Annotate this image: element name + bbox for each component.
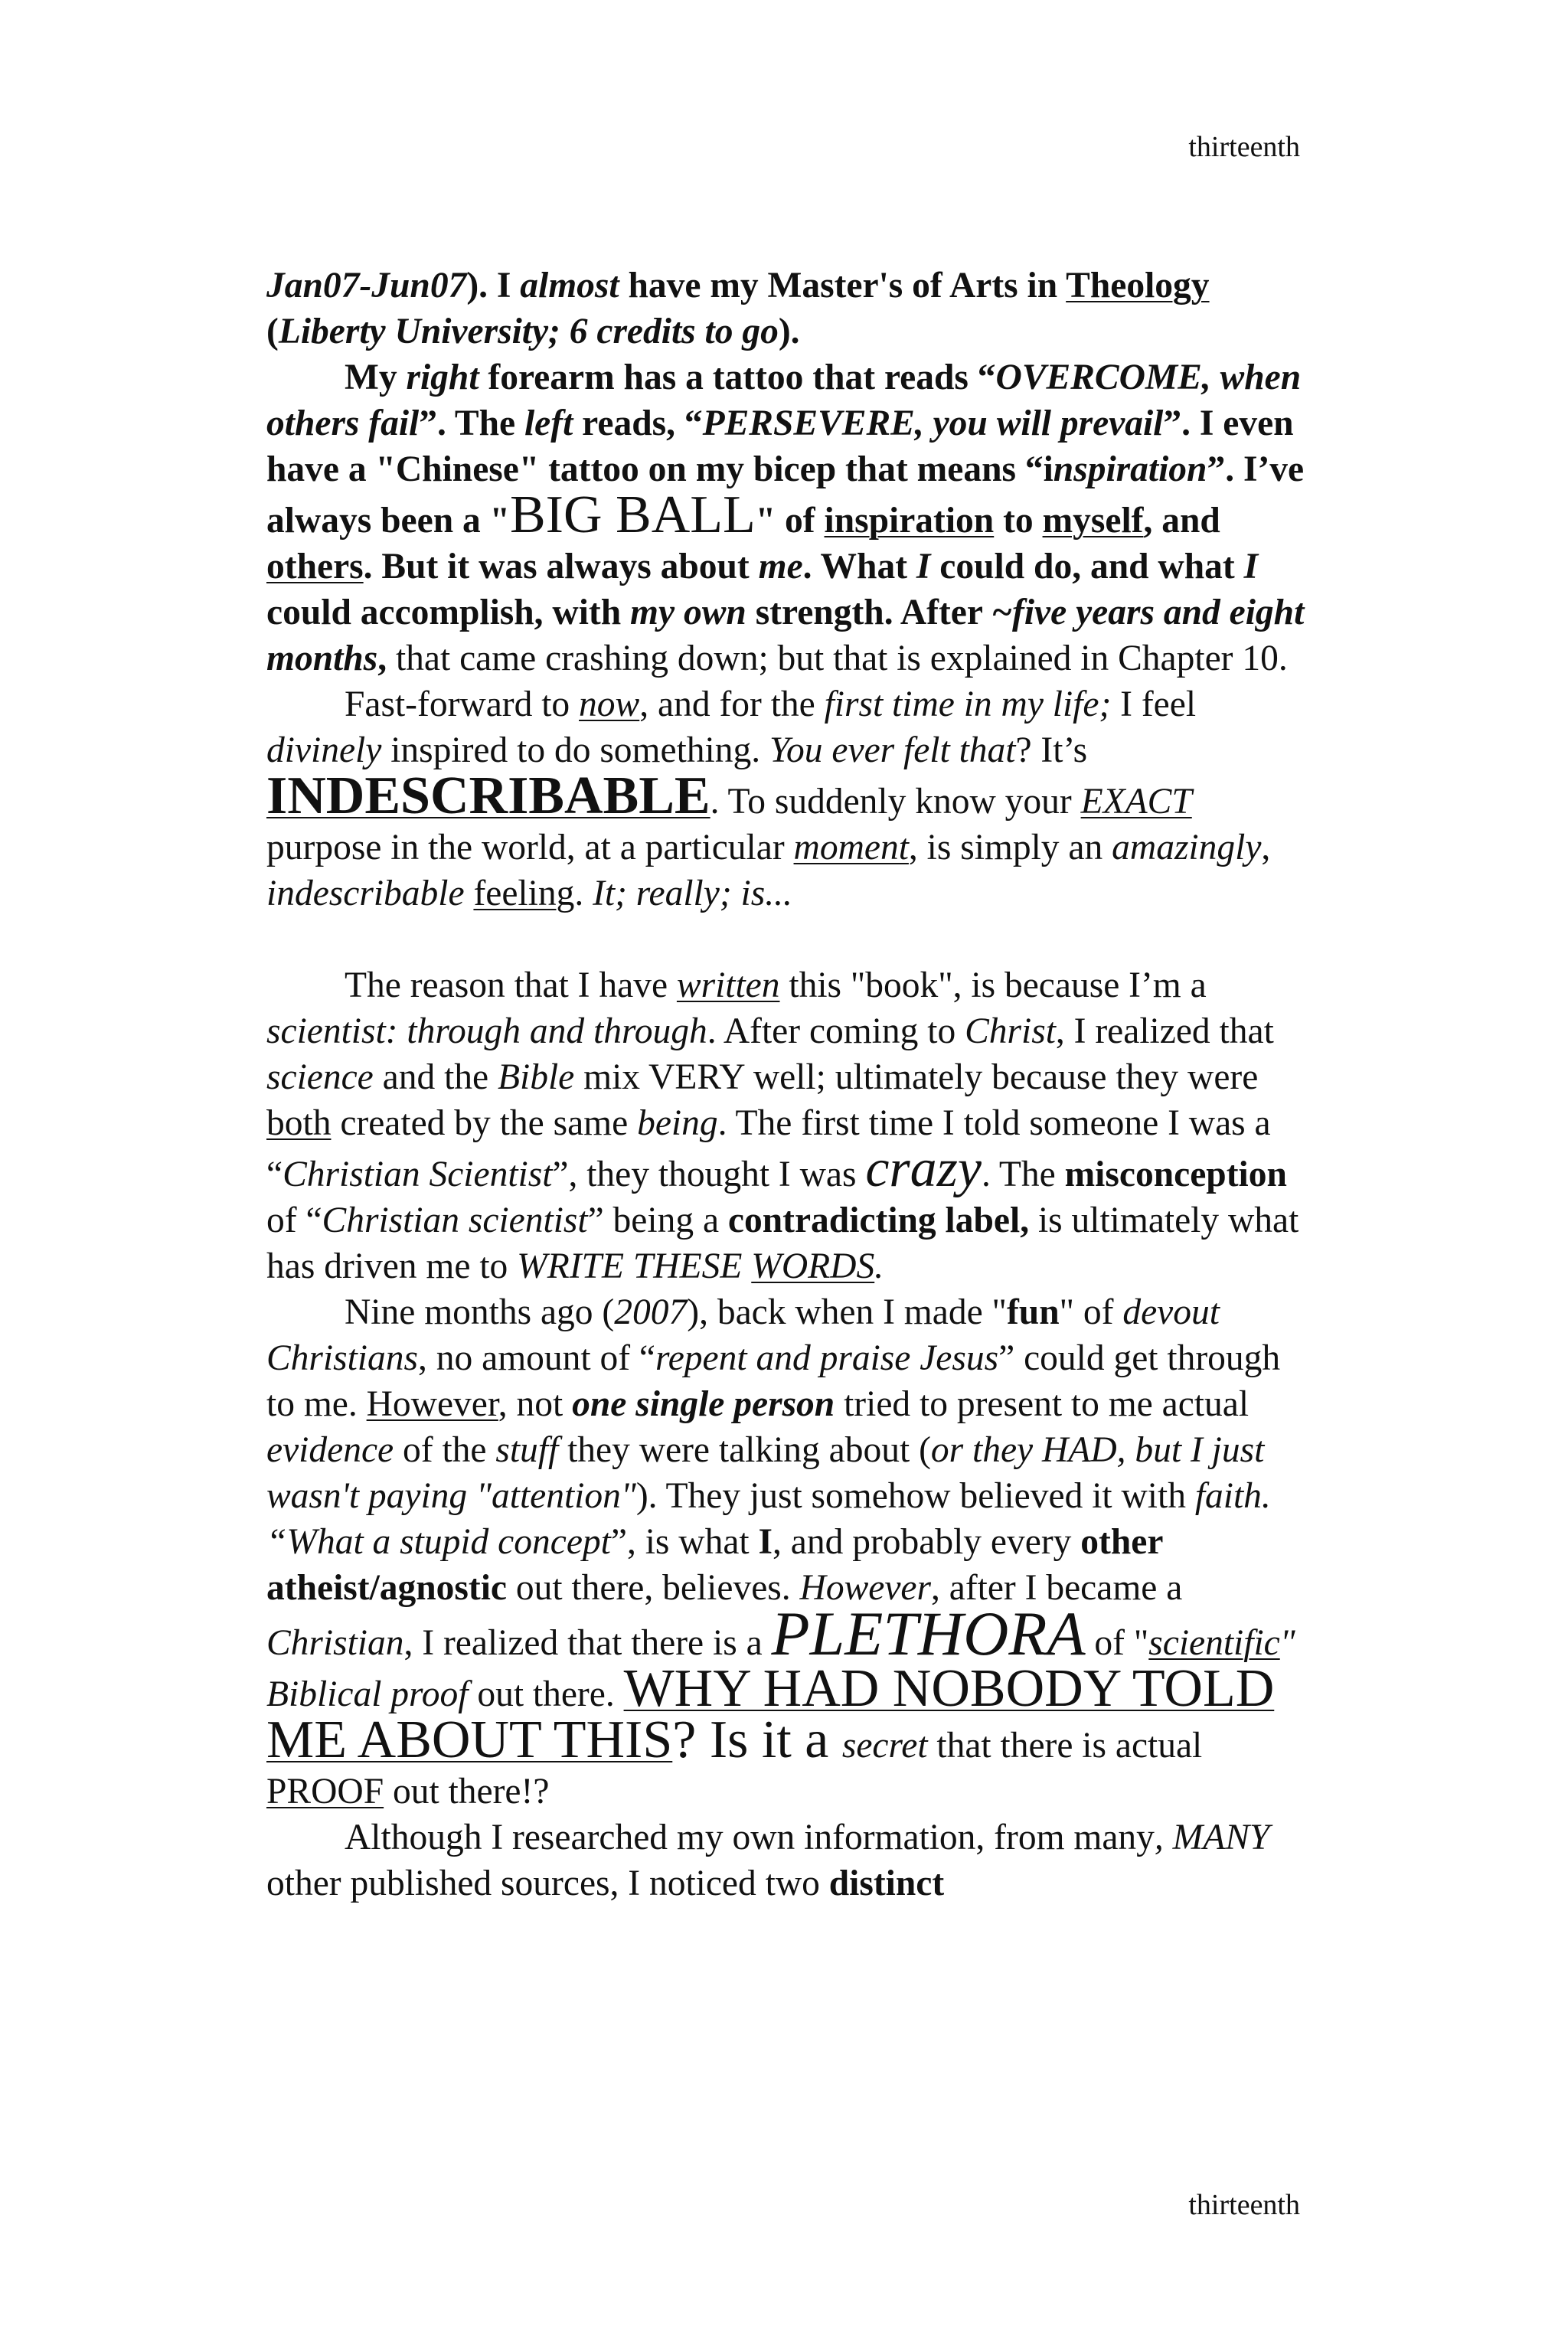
text-span: out there, believes. bbox=[507, 1568, 800, 1608]
text-span: to bbox=[994, 501, 1043, 541]
text-span: indescribable bbox=[266, 874, 465, 913]
emphasis-why-nobody-told: WHY HAD NOBODY TOLD ME ABOUT THIS bbox=[266, 1659, 1275, 1769]
text-span: ). They just somehow believed it with bbox=[635, 1476, 1195, 1516]
text-span: out there!? bbox=[384, 1772, 550, 1811]
text-span: could accomplish, with bbox=[266, 593, 631, 632]
text-span: EXACT bbox=[1080, 782, 1192, 822]
text-span: ? It’s bbox=[1015, 730, 1088, 770]
text-span: secret bbox=[841, 1726, 928, 1766]
text-span: My bbox=[345, 358, 407, 397]
text-span: evidence bbox=[266, 1430, 394, 1470]
text-span: " of bbox=[755, 501, 825, 541]
page-header: thirteenth bbox=[1188, 131, 1300, 163]
text-span: , bbox=[1261, 828, 1271, 867]
text-span: that came crashing down; but that is explained in Chapter 10. bbox=[387, 639, 1288, 678]
text-span: have my Master's of Arts in bbox=[619, 266, 1067, 305]
text-span: inspiration bbox=[824, 501, 995, 541]
text-span: However bbox=[366, 1384, 498, 1424]
text-span: Bible bbox=[498, 1057, 575, 1097]
text-span: or they HAD, but I just wasn't paying "attention" bbox=[266, 1430, 1265, 1516]
text-span: , bbox=[1154, 1818, 1164, 1857]
text-span: forearm has a tattoo that reads “ bbox=[479, 358, 996, 397]
text-span: PERSEVERE, you will prevail bbox=[702, 403, 1164, 443]
text-span: " Biblical proof bbox=[266, 1623, 1295, 1714]
text-span: . The first time I told someone I was a “ bbox=[266, 1103, 1271, 1194]
text-span: OVERCOME, when others fail bbox=[266, 358, 1302, 443]
text-span: ” could get through to me. bbox=[266, 1338, 1281, 1424]
text-span: repent and praise Jesus bbox=[655, 1338, 999, 1378]
text-span: faith. “What a stupid concept bbox=[266, 1476, 1271, 1562]
text-span: , and for the bbox=[639, 684, 825, 724]
text-span: amazingly bbox=[1112, 828, 1262, 867]
text-span: scientist: through and through bbox=[266, 1011, 707, 1051]
text-span: 2007 bbox=[614, 1292, 688, 1332]
text-span: , no amount of “ bbox=[417, 1338, 655, 1378]
text-span: , and bbox=[1143, 501, 1220, 541]
paragraph-4 bbox=[266, 962, 1308, 1289]
text-span: . What bbox=[802, 547, 916, 586]
text-span: You ever felt that bbox=[769, 730, 1016, 770]
text-span: stuff bbox=[495, 1430, 559, 1470]
text-span: Although I researched my own information, from many bbox=[345, 1818, 1155, 1857]
text-span: , after I became a bbox=[931, 1568, 1183, 1608]
text-span: one single person bbox=[572, 1384, 835, 1424]
text-span: Christ bbox=[965, 1011, 1056, 1051]
text-span: , I realized that bbox=[1055, 1011, 1274, 1051]
text-span: divinely bbox=[266, 730, 382, 770]
text-span: of “ bbox=[266, 1200, 322, 1240]
text-span: moment bbox=[793, 828, 909, 867]
text-span: scientific bbox=[1148, 1623, 1280, 1663]
text-span: . After coming to bbox=[707, 1011, 965, 1051]
paragraph-3 bbox=[266, 681, 1308, 916]
text-span: . But it was always about bbox=[363, 547, 759, 586]
text-span: . bbox=[874, 1246, 884, 1286]
text-span: is ultimately what has driven me to bbox=[266, 1200, 1299, 1286]
text-span: myself bbox=[1042, 501, 1144, 541]
body-text bbox=[266, 263, 1308, 1906]
text-span: However bbox=[799, 1568, 931, 1608]
text-span: Christian bbox=[266, 1623, 404, 1663]
text-span: ”, is what bbox=[610, 1522, 759, 1562]
paragraph-5 bbox=[266, 1289, 1308, 1815]
text-span: feeling bbox=[473, 874, 575, 913]
emphasis-indescribable: INDESCRIBABLE bbox=[266, 766, 710, 825]
text-span: ). bbox=[778, 312, 800, 351]
text-span: ? Is it a bbox=[672, 1710, 842, 1769]
text-span: PROOF bbox=[266, 1772, 384, 1811]
text-span: Christian Scientist bbox=[283, 1155, 553, 1194]
text-span: almost bbox=[520, 266, 619, 305]
text-span: and the bbox=[373, 1057, 498, 1097]
text-span: Jan07-Jun07 bbox=[266, 266, 467, 305]
text-span: written bbox=[676, 965, 780, 1005]
text-span: It; really; is... bbox=[593, 874, 792, 913]
text-span: being bbox=[637, 1103, 718, 1143]
text-span: reads, “ bbox=[573, 403, 703, 443]
text-span: out there. bbox=[468, 1674, 624, 1714]
text-span: misconception bbox=[1064, 1155, 1287, 1194]
text-span: first time in my life; bbox=[824, 684, 1112, 724]
text-span: created by the same bbox=[331, 1103, 638, 1143]
text-span: , bbox=[377, 639, 387, 678]
text-span: , not bbox=[498, 1384, 573, 1424]
text-span: ”, they thought I was bbox=[552, 1155, 866, 1194]
text-span: me bbox=[758, 547, 803, 586]
text-span: other published sources, I noticed two bbox=[266, 1864, 829, 1903]
text-span: fun bbox=[1006, 1292, 1060, 1332]
text-span: Theology bbox=[1066, 266, 1210, 305]
text-span: mix VERY well; ultimately because they were bbox=[574, 1057, 1259, 1097]
text-span: now bbox=[579, 684, 640, 724]
text-span: ”. I even have a "Chinese" tattoo on my bicep that means “i bbox=[266, 403, 1294, 489]
text-span bbox=[465, 874, 474, 913]
text-span: . To suddenly know your bbox=[710, 782, 1081, 822]
text-span: I feel bbox=[1111, 684, 1197, 724]
text-span: I bbox=[1243, 547, 1259, 586]
text-span: " of bbox=[1059, 1292, 1123, 1332]
page-footer: thirteenth bbox=[1188, 2189, 1300, 2221]
text-span bbox=[1164, 1818, 1173, 1857]
text-span: The reason that I have bbox=[345, 965, 677, 1005]
text-span: others bbox=[266, 547, 364, 586]
text-span: Nine months ago ( bbox=[345, 1292, 615, 1332]
text-span: MANY bbox=[1172, 1818, 1270, 1857]
emphasis-big-ball: BIG BALL bbox=[509, 485, 756, 544]
paragraph-6 bbox=[266, 1815, 1308, 1906]
emphasis-crazy: crazy bbox=[865, 1139, 982, 1198]
text-span: left bbox=[524, 403, 573, 443]
text-span: of " bbox=[1085, 1623, 1149, 1663]
text-span: WORDS bbox=[751, 1246, 875, 1286]
text-span: WRITE THESE bbox=[517, 1246, 752, 1286]
text-span: contradicting label, bbox=[727, 1200, 1030, 1240]
text-span: Fast-forward to bbox=[345, 684, 580, 724]
emphasis-plethora: PLETHORA bbox=[771, 1599, 1086, 1668]
text-span: both bbox=[266, 1103, 332, 1143]
text-span: nspiration bbox=[1053, 449, 1207, 489]
text-span: . The bbox=[981, 1155, 1065, 1194]
text-span: , is simply an bbox=[908, 828, 1112, 867]
text-span: ”. The bbox=[419, 403, 524, 443]
text-span: they were talking about ( bbox=[558, 1430, 931, 1470]
text-span: ), back when I made " bbox=[687, 1292, 1007, 1332]
text-span: that there is actual bbox=[927, 1726, 1203, 1766]
text-span: Christian scientist bbox=[322, 1200, 588, 1240]
text-span: devout Christians bbox=[266, 1292, 1220, 1378]
text-span: inspired to do something. bbox=[381, 730, 769, 770]
text-span: ”. I’ve always been a " bbox=[266, 449, 1305, 541]
text-span: my own bbox=[630, 593, 746, 632]
text-span: strength. After bbox=[746, 593, 991, 632]
text-span: purpose in the world, at a particular bbox=[266, 828, 794, 867]
text-span: ( bbox=[266, 312, 279, 351]
text-span: of the bbox=[394, 1430, 496, 1470]
paragraph-gap bbox=[266, 916, 1308, 962]
text-span: distinct bbox=[828, 1864, 945, 1903]
text-span: could do, and what bbox=[930, 547, 1244, 586]
text-span: I bbox=[758, 1522, 773, 1562]
text-span: tried to present to me actual bbox=[835, 1384, 1250, 1424]
text-span: other atheist/agnostic bbox=[266, 1522, 1163, 1608]
text-span: right bbox=[406, 358, 479, 397]
text-span: I bbox=[916, 547, 931, 586]
text-span: , and probably every bbox=[773, 1522, 1081, 1562]
paragraph-2 bbox=[266, 354, 1308, 681]
text-span: this "book", is because I’m a bbox=[779, 965, 1207, 1005]
text-span: ~five years and eight months bbox=[266, 593, 1305, 678]
text-span: ” being a bbox=[587, 1200, 728, 1240]
text-span: Liberty University; 6 credits to go bbox=[278, 312, 779, 351]
text-span: . bbox=[574, 874, 593, 913]
text-span: , I realized that there is a bbox=[403, 1623, 772, 1663]
text-span: ). I bbox=[466, 266, 521, 305]
text-span: science bbox=[266, 1057, 374, 1097]
paragraph-1 bbox=[266, 263, 1308, 354]
